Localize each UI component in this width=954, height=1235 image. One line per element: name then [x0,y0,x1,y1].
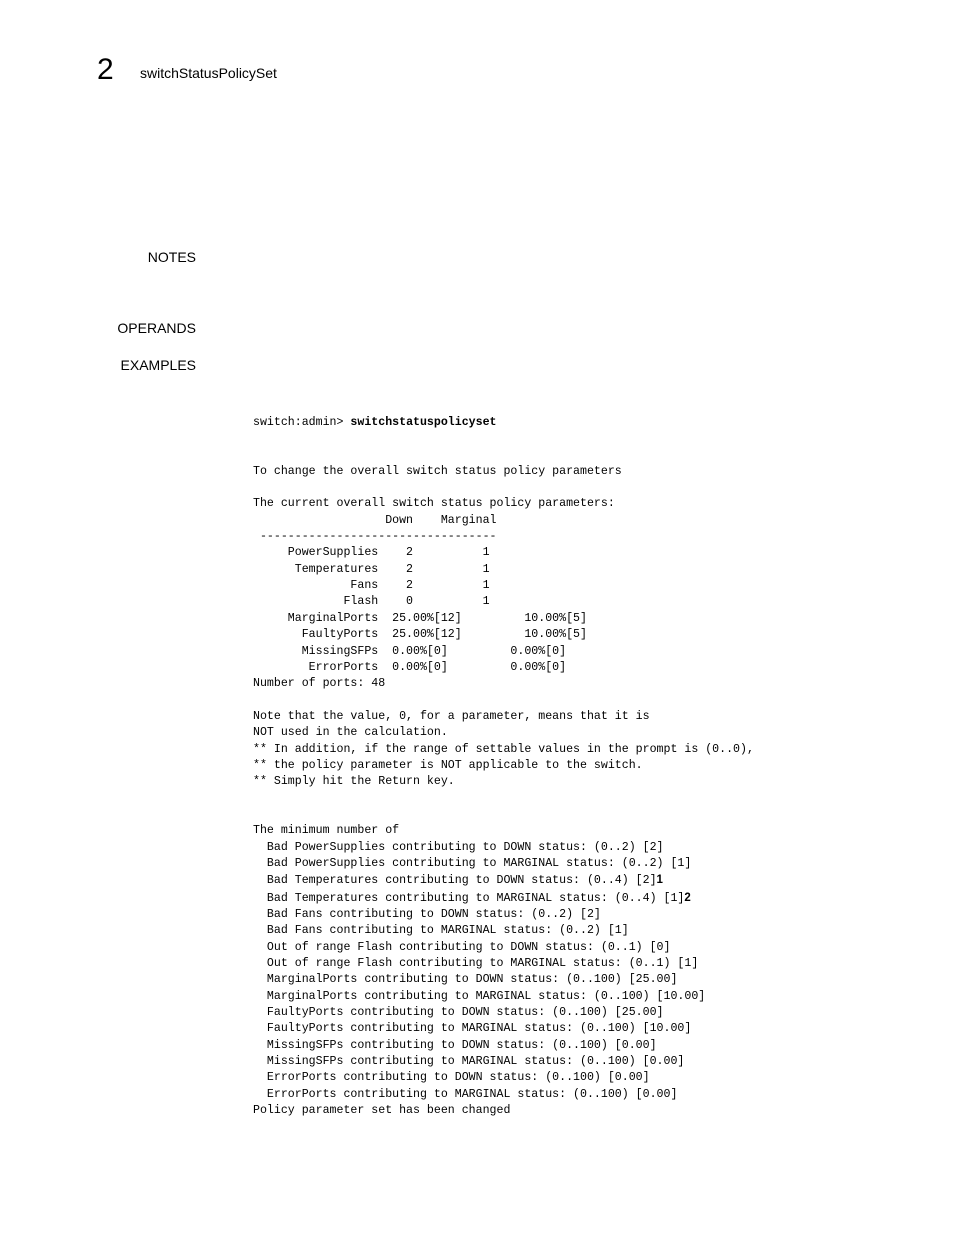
code-line [253,807,754,823]
code-line-text: NOT used in the calculation. [253,726,448,740]
example-code-block [253,382,754,1119]
code-line-text: FaultyPorts contributing to MARGINAL status: (0..100) [10.00] [253,1022,692,1036]
code-line [253,496,754,512]
code-line [253,464,754,480]
code-line-text: ** the policy parameter is NOT applicable to the switch. [253,758,643,772]
code-line [253,758,754,774]
notes-heading: NOTES [147,249,196,265]
code-line [253,480,754,496]
code-line [253,972,754,988]
code-line [253,923,754,939]
code-line [253,1087,754,1103]
code-line [253,840,754,856]
code-line-text: Bad Temperatures contributing to MARGINAL status: (0..4) [1] [253,891,685,905]
code-line-text: MissingSFPs 0.00%[0] 0.00%[0] [253,644,567,658]
code-line-text: The current overall switch status policy parameters: [253,497,615,511]
code-line-text: Bad PowerSupplies contributing to DOWN status: (0..2) [2] [253,840,664,854]
operands-heading: OPERANDS [117,320,196,336]
code-line-text: FaultyPorts 25.00%[12] 10.00%[5] [253,628,587,642]
command-text: switchstatuspolicyset [350,415,497,429]
code-line [253,791,754,807]
code-line [253,545,754,561]
code-line [253,693,754,709]
code-line [253,1005,754,1021]
code-line [253,774,754,790]
command-prompt: switch:admin> [253,415,351,429]
code-line-text: MarginalPorts 25.00%[12] 10.00%[5] [253,611,587,625]
code-line-text: Bad PowerSupplies contributing to MARGINAL status: (0..2) [1] [253,856,692,870]
code-line [253,940,754,956]
code-line-text: ---------------------------------- [253,530,497,544]
code-line [253,742,754,758]
code-line [253,725,754,741]
code-line [253,1038,754,1054]
code-line-text: Bad Fans contributing to DOWN status: (0..2) [2] [253,908,601,921]
code-line-text: MissingSFPs contributing to DOWN status: (0..100) [0.00] [253,1038,657,1052]
code-line [253,578,754,594]
code-line [253,611,754,627]
code-line-text: Out of range Flash contributing to MARGINAL status: (0..1) [1] [253,957,699,971]
running-header-title: switchStatusPolicySet [140,65,277,81]
code-line [253,513,754,529]
code-line [253,890,754,907]
code-line-text: Down Marginal [253,513,497,527]
code-line-text: MarginalPorts contributing to DOWN status: (0..100) [25.00] [253,973,678,987]
code-line [253,956,754,972]
code-line [253,989,754,1005]
code-line [253,856,754,872]
command-line [253,415,754,431]
code-line-text: ErrorPorts contributing to MARGINAL status: (0..100) [0.00] [253,1087,678,1101]
code-line [253,627,754,643]
code-line-text: Bad Fans contributing to MARGINAL status: (0..2) [1] [253,924,629,938]
code-line-text: Note that the value, 0, for a parameter, means that it is [253,709,650,723]
chapter-number: 2 [97,53,114,86]
code-line-text: ** In addition, if the range of settable values in the prompt is (0..0), [253,742,754,756]
code-line-text: Policy parameter set has been changed [253,1104,511,1118]
examples-heading: EXAMPLES [120,357,196,373]
code-line [253,447,754,463]
code-line [253,676,754,692]
code-line-text: MissingSFPs contributing to MARGINAL status: (0..100) [0.00] [253,1055,685,1069]
code-line [253,709,754,725]
code-line [253,1021,754,1037]
code-line-text: PowerSupplies 2 1 [253,546,490,560]
code-line [253,1054,754,1070]
code-line [253,660,754,676]
code-line-text: Temperatures 2 1 [253,562,490,576]
code-line-text: FaultyPorts contributing to DOWN status: (0..100) [25.00] [253,1006,664,1020]
code-line [253,1103,754,1119]
code-line-text: To change the overall switch status policy parameters [253,464,622,478]
code-line-text: ErrorPorts 0.00%[0] 0.00%[0] [253,660,567,674]
callout-number: 1 [656,874,663,887]
code-line [253,823,754,839]
callout-number: 2 [684,891,691,904]
code-line [253,529,754,545]
code-line [253,562,754,578]
code-line-text: Fans 2 1 [253,579,490,593]
code-line-text: The minimum number of [253,824,400,838]
code-line-text: Flash 0 1 [253,595,490,609]
code-line [253,1070,754,1086]
code-line-text: Bad Temperatures contributing to DOWN status: (0..4) [2] [253,874,657,888]
code-line [253,872,754,889]
code-line-text: MarginalPorts contributing to MARGINAL status: (0..100) [10.00] [253,989,706,1003]
code-line [253,907,754,923]
code-line-text: ErrorPorts contributing to DOWN status: (0..100) [0.00] [253,1071,650,1085]
code-line-text: Out of range Flash contributing to DOWN status: (0..1) [0] [253,940,671,954]
code-line-text: Number of ports: 48 [253,677,386,691]
code-line [253,594,754,610]
code-line [253,644,754,660]
code-line-text: ** Simply hit the Return key. [253,775,455,789]
